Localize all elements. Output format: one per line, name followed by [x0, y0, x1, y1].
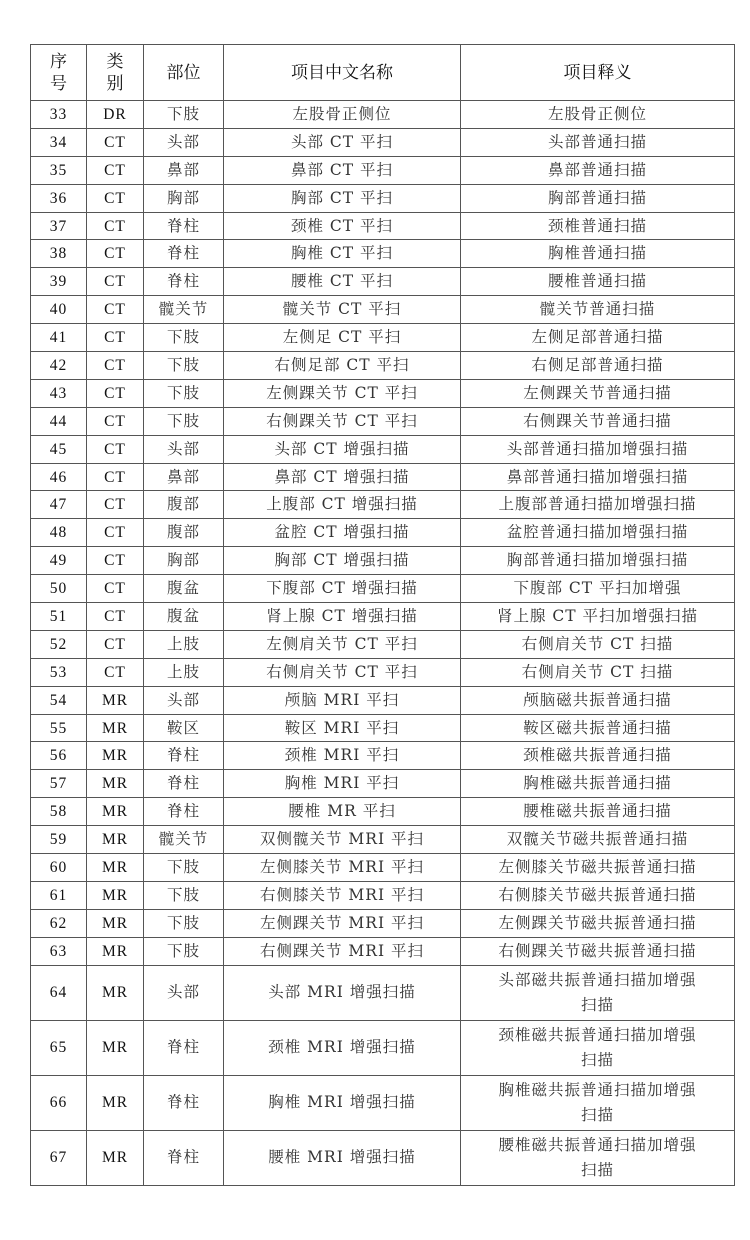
cell-category: CT	[87, 128, 144, 156]
cell-category: CT	[87, 519, 144, 547]
cell-part: 头部	[144, 435, 224, 463]
cell-seq: 43	[31, 379, 87, 407]
cell-explain: 腰椎磁共振普通扫描	[461, 798, 735, 826]
cell-category: MR	[87, 686, 144, 714]
cell-part: 下肢	[144, 379, 224, 407]
table-row	[31, 240, 735, 268]
cell-part: 上肢	[144, 658, 224, 686]
cell-explain: 颅脑磁共振普通扫描	[461, 686, 735, 714]
cell-explain: 双髋关节磁共振普通扫描	[461, 826, 735, 854]
cell-category: CT	[87, 407, 144, 435]
cell-explain: 右侧踝关节磁共振普通扫描	[461, 937, 735, 965]
header-explain: 项目释义	[461, 45, 735, 101]
cell-seq: 63	[31, 937, 87, 965]
cell-name: 鼻部 CT 增强扫描	[224, 463, 461, 491]
cell-part: 脊柱	[144, 212, 224, 240]
table-row	[31, 686, 735, 714]
cell-explain: 髋关节普通扫描	[461, 296, 735, 324]
cell-name: 头部 CT 平扫	[224, 128, 461, 156]
cell-category: CT	[87, 603, 144, 631]
cell-name: 鼻部 CT 平扫	[224, 156, 461, 184]
cell-seq: 40	[31, 296, 87, 324]
cell-part: 胸部	[144, 184, 224, 212]
cell-name: 左侧踝关节 MRI 平扫	[224, 909, 461, 937]
table-row	[31, 435, 735, 463]
cell-category: CT	[87, 296, 144, 324]
cell-explain: 胸椎磁共振普通扫描加增强 扫描	[461, 1075, 735, 1130]
cell-part: 下肢	[144, 324, 224, 352]
cell-category: CT	[87, 324, 144, 352]
table-row	[31, 379, 735, 407]
table-row	[31, 770, 735, 798]
cell-seq: 58	[31, 798, 87, 826]
cell-part: 脊柱	[144, 1020, 224, 1075]
table-row	[31, 714, 735, 742]
cell-part: 脊柱	[144, 268, 224, 296]
cell-explain: 胸部普通扫描加增强扫描	[461, 547, 735, 575]
cell-name: 左侧踝关节 CT 平扫	[224, 379, 461, 407]
cell-explain: 鞍区磁共振普通扫描	[461, 714, 735, 742]
cell-seq: 66	[31, 1075, 87, 1130]
cell-category: CT	[87, 575, 144, 603]
cell-part: 脊柱	[144, 1130, 224, 1185]
cell-category: MR	[87, 965, 144, 1020]
cell-seq: 65	[31, 1020, 87, 1075]
cell-name: 颅脑 MRI 平扫	[224, 686, 461, 714]
cell-seq: 46	[31, 463, 87, 491]
cell-seq: 62	[31, 909, 87, 937]
cell-category: MR	[87, 742, 144, 770]
cell-part: 下肢	[144, 937, 224, 965]
cell-name: 头部 MRI 增强扫描	[224, 965, 461, 1020]
cell-category: CT	[87, 435, 144, 463]
cell-part: 下肢	[144, 909, 224, 937]
table-row	[31, 965, 735, 1020]
cell-category: CT	[87, 491, 144, 519]
cell-explain: 颈椎普通扫描	[461, 212, 735, 240]
cell-seq: 52	[31, 630, 87, 658]
cell-category: CT	[87, 630, 144, 658]
cell-name: 胸椎 MRI 增强扫描	[224, 1075, 461, 1130]
cell-name: 左侧膝关节 MRI 平扫	[224, 854, 461, 882]
cell-name: 胸部 CT 平扫	[224, 184, 461, 212]
table-row	[31, 324, 735, 352]
cell-explain: 左侧踝关节普通扫描	[461, 379, 735, 407]
cell-explain: 左股骨正侧位	[461, 101, 735, 129]
cell-part: 腹盆	[144, 603, 224, 631]
cell-category: MR	[87, 714, 144, 742]
cell-part: 下肢	[144, 407, 224, 435]
cell-explain: 上腹部普通扫描加增强扫描	[461, 491, 735, 519]
table-row	[31, 128, 735, 156]
cell-name: 腰椎 MRI 增强扫描	[224, 1130, 461, 1185]
header-seq: 序 号	[31, 45, 87, 101]
cell-seq: 55	[31, 714, 87, 742]
cell-category: MR	[87, 881, 144, 909]
cell-seq: 49	[31, 547, 87, 575]
header-part: 部位	[144, 45, 224, 101]
cell-seq: 51	[31, 603, 87, 631]
cell-name: 胸部 CT 增强扫描	[224, 547, 461, 575]
cell-explain: 颈椎磁共振普通扫描	[461, 742, 735, 770]
cell-seq: 53	[31, 658, 87, 686]
cell-category: CT	[87, 463, 144, 491]
table-row	[31, 491, 735, 519]
cell-seq: 42	[31, 352, 87, 380]
cell-seq: 56	[31, 742, 87, 770]
cell-seq: 64	[31, 965, 87, 1020]
table-row	[31, 156, 735, 184]
table-row	[31, 881, 735, 909]
cell-name: 右侧踝关节 MRI 平扫	[224, 937, 461, 965]
cell-category: CT	[87, 547, 144, 575]
table-row	[31, 826, 735, 854]
cell-explain: 下腹部 CT 平扫加增强	[461, 575, 735, 603]
cell-part: 鼻部	[144, 463, 224, 491]
cell-category: CT	[87, 156, 144, 184]
cell-name: 上腹部 CT 增强扫描	[224, 491, 461, 519]
table-row	[31, 101, 735, 129]
cell-category: CT	[87, 212, 144, 240]
table-row	[31, 798, 735, 826]
cell-explain: 左侧足部普通扫描	[461, 324, 735, 352]
cell-part: 下肢	[144, 101, 224, 129]
cell-name: 右侧肩关节 CT 平扫	[224, 658, 461, 686]
table-row	[31, 658, 735, 686]
cell-explain: 右侧踝关节普通扫描	[461, 407, 735, 435]
cell-explain: 左侧踝关节磁共振普通扫描	[461, 909, 735, 937]
cell-name: 左侧足 CT 平扫	[224, 324, 461, 352]
table-row	[31, 1020, 735, 1075]
cell-explain: 鼻部普通扫描	[461, 156, 735, 184]
cell-category: CT	[87, 240, 144, 268]
cell-explain: 腰椎普通扫描	[461, 268, 735, 296]
table-row	[31, 407, 735, 435]
cell-seq: 57	[31, 770, 87, 798]
cell-name: 头部 CT 增强扫描	[224, 435, 461, 463]
cell-part: 下肢	[144, 352, 224, 380]
cell-seq: 61	[31, 881, 87, 909]
cell-name: 左侧肩关节 CT 平扫	[224, 630, 461, 658]
cell-seq: 37	[31, 212, 87, 240]
cell-seq: 67	[31, 1130, 87, 1185]
cell-explain: 右侧膝关节磁共振普通扫描	[461, 881, 735, 909]
table-row	[31, 909, 735, 937]
cell-name: 肾上腺 CT 增强扫描	[224, 603, 461, 631]
cell-part: 脊柱	[144, 742, 224, 770]
cell-seq: 39	[31, 268, 87, 296]
cell-explain: 右侧肩关节 CT 扫描	[461, 630, 735, 658]
cell-name: 胸椎 MRI 平扫	[224, 770, 461, 798]
header-name: 项目中文名称	[224, 45, 461, 101]
cell-part: 上肢	[144, 630, 224, 658]
cell-part: 胸部	[144, 547, 224, 575]
cell-category: MR	[87, 1075, 144, 1130]
cell-category: DR	[87, 101, 144, 129]
table-row	[31, 937, 735, 965]
header-category: 类 别	[87, 45, 144, 101]
table-header-row	[31, 45, 735, 101]
table-row	[31, 296, 735, 324]
cell-name: 颈椎 MRI 平扫	[224, 742, 461, 770]
cell-part: 脊柱	[144, 770, 224, 798]
cell-seq: 34	[31, 128, 87, 156]
cell-part: 腹部	[144, 491, 224, 519]
cell-seq: 41	[31, 324, 87, 352]
cell-category: CT	[87, 352, 144, 380]
cell-explain: 头部普通扫描	[461, 128, 735, 156]
cell-category: MR	[87, 798, 144, 826]
cell-part: 腹盆	[144, 575, 224, 603]
table-row	[31, 1075, 735, 1130]
cell-seq: 47	[31, 491, 87, 519]
cell-category: CT	[87, 379, 144, 407]
table-row	[31, 212, 735, 240]
table-row	[31, 742, 735, 770]
cell-explain: 盆腔普通扫描加增强扫描	[461, 519, 735, 547]
cell-part: 鞍区	[144, 714, 224, 742]
cell-explain: 头部磁共振普通扫描加增强 扫描	[461, 965, 735, 1020]
cell-name: 双侧髋关节 MRI 平扫	[224, 826, 461, 854]
exam-items-table	[30, 44, 735, 1186]
cell-part: 头部	[144, 965, 224, 1020]
cell-name: 盆腔 CT 增强扫描	[224, 519, 461, 547]
cell-seq: 36	[31, 184, 87, 212]
cell-part: 头部	[144, 686, 224, 714]
table-row	[31, 268, 735, 296]
cell-seq: 54	[31, 686, 87, 714]
cell-seq: 60	[31, 854, 87, 882]
cell-category: MR	[87, 770, 144, 798]
cell-category: MR	[87, 1020, 144, 1075]
cell-seq: 38	[31, 240, 87, 268]
table-row	[31, 603, 735, 631]
cell-name: 腰椎 MR 平扫	[224, 798, 461, 826]
cell-name: 右侧足部 CT 平扫	[224, 352, 461, 380]
cell-explain: 鼻部普通扫描加增强扫描	[461, 463, 735, 491]
table-row	[31, 1130, 735, 1185]
table-row	[31, 547, 735, 575]
table-row	[31, 352, 735, 380]
cell-category: CT	[87, 184, 144, 212]
cell-seq: 48	[31, 519, 87, 547]
cell-seq: 33	[31, 101, 87, 129]
cell-explain: 胸椎磁共振普通扫描	[461, 770, 735, 798]
cell-name: 颈椎 MRI 增强扫描	[224, 1020, 461, 1075]
cell-name: 下腹部 CT 增强扫描	[224, 575, 461, 603]
cell-category: MR	[87, 826, 144, 854]
cell-seq: 35	[31, 156, 87, 184]
cell-explain: 右侧肩关节 CT 扫描	[461, 658, 735, 686]
cell-name: 右侧膝关节 MRI 平扫	[224, 881, 461, 909]
table-row	[31, 630, 735, 658]
cell-part: 脊柱	[144, 798, 224, 826]
cell-name: 鞍区 MRI 平扫	[224, 714, 461, 742]
cell-seq: 44	[31, 407, 87, 435]
cell-category: CT	[87, 658, 144, 686]
cell-explain: 肾上腺 CT 平扫加增强扫描	[461, 603, 735, 631]
cell-name: 右侧踝关节 CT 平扫	[224, 407, 461, 435]
cell-name: 髋关节 CT 平扫	[224, 296, 461, 324]
cell-name: 颈椎 CT 平扫	[224, 212, 461, 240]
cell-seq: 59	[31, 826, 87, 854]
table-body	[31, 101, 735, 1186]
cell-part: 鼻部	[144, 156, 224, 184]
cell-category: MR	[87, 854, 144, 882]
table-row	[31, 575, 735, 603]
cell-part: 下肢	[144, 854, 224, 882]
cell-name: 腰椎 CT 平扫	[224, 268, 461, 296]
cell-part: 髋关节	[144, 296, 224, 324]
cell-part: 头部	[144, 128, 224, 156]
table-row	[31, 463, 735, 491]
table-row	[31, 854, 735, 882]
cell-name: 胸椎 CT 平扫	[224, 240, 461, 268]
cell-seq: 50	[31, 575, 87, 603]
cell-explain: 右侧足部普通扫描	[461, 352, 735, 380]
cell-part: 脊柱	[144, 240, 224, 268]
cell-explain: 胸椎普通扫描	[461, 240, 735, 268]
cell-part: 髋关节	[144, 826, 224, 854]
cell-category: MR	[87, 909, 144, 937]
cell-explain: 左侧膝关节磁共振普通扫描	[461, 854, 735, 882]
cell-name: 左股骨正侧位	[224, 101, 461, 129]
cell-category: MR	[87, 937, 144, 965]
cell-explain: 胸部普通扫描	[461, 184, 735, 212]
cell-explain: 头部普通扫描加增强扫描	[461, 435, 735, 463]
cell-category: CT	[87, 268, 144, 296]
cell-explain: 腰椎磁共振普通扫描加增强 扫描	[461, 1130, 735, 1185]
cell-part: 脊柱	[144, 1075, 224, 1130]
cell-part: 腹部	[144, 519, 224, 547]
cell-category: MR	[87, 1130, 144, 1185]
table-row	[31, 184, 735, 212]
cell-seq: 45	[31, 435, 87, 463]
cell-explain: 颈椎磁共振普通扫描加增强 扫描	[461, 1020, 735, 1075]
cell-part: 下肢	[144, 881, 224, 909]
table-row	[31, 519, 735, 547]
